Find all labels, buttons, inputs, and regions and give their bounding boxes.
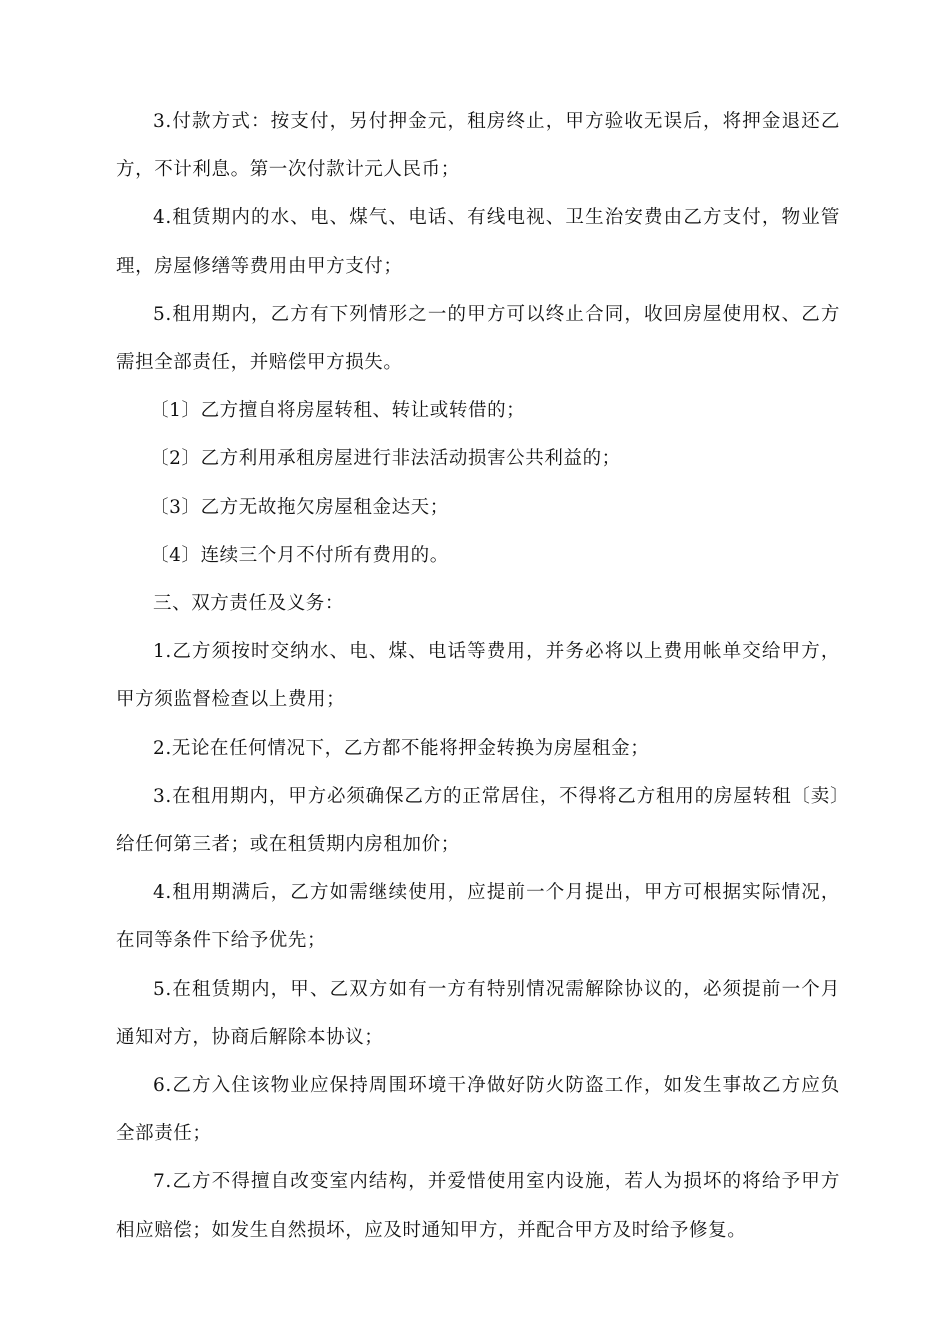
duty-clause-7: 7.乙方不得擅自改变室内结构，并爱惜使用室内设施，若人为损坏的将给予甲方相应赔偿；如发生自然损坏，应及时通知甲方，并配合甲方及时给予修复。 xyxy=(116,1171,840,1241)
duty-clause-6: 6.乙方入住该物业应保持周围环境干净做好防火防盗工作，如发生事故乙方应负全部责任； xyxy=(116,1075,840,1145)
clause-payment-method: 3.付款方式：按支付，另付押金元，租房终止，甲方验收无误后，将押金退还乙方，不计利息。第一次付款计元人民币； xyxy=(116,111,840,181)
duty-clause-5: 5.在租赁期内，甲、乙双方如有一方有特别情况需解除协议的，必须提前一个月通知对方，协商后解除本协议； xyxy=(116,978,840,1048)
termination-item-4: 〔4〕连续三个月不付所有费用的。 xyxy=(150,544,449,566)
clause-termination: 5.租用期内，乙方有下列情形之一的甲方可以终止合同，收回房屋使用权、乙方需担全部责任，并赔偿甲方损失。 xyxy=(116,303,840,374)
clause-utilities: 4.租赁期内的水、电、煤气、电话、有线电视、卫生治安费由乙方支付，物业管理，房屋修缮等费用由甲方支付； xyxy=(116,207,840,277)
termination-item-3: 〔3〕乙方无故拖欠房屋租金达天； xyxy=(150,496,449,518)
duty-clause-3: 3.在租用期内，甲方必须确保乙方的正常居住，不得将乙方租用的房屋转租〔卖〕给任何第三者；或在租赁期内房租加价； xyxy=(116,785,840,856)
termination-item-1: 〔1〕乙方擅自将房屋转租、转让或转借的； xyxy=(150,400,526,422)
termination-item-2: 〔2〕乙方利用承租房屋进行非法活动损害公共利益的； xyxy=(150,448,621,470)
duty-clause-4: 4.租用期满后，乙方如需继续使用，应提前一个月提出，甲方可根据实际情况，在同等条件下给予优先； xyxy=(116,882,840,952)
contract-body xyxy=(116,98,840,1255)
section-heading-responsibilities: 三、双方责任及义务： xyxy=(153,593,345,615)
duty-clause-1: 1.乙方须按时交纳水、电、煤、电话等费用，并务必将以上费用帐单交给甲方，甲方须监督检查以上费用； xyxy=(116,641,840,711)
duty-clause-2: 2.无论在任何情况下，乙方都不能将押金转换为房屋租金； xyxy=(153,737,650,759)
